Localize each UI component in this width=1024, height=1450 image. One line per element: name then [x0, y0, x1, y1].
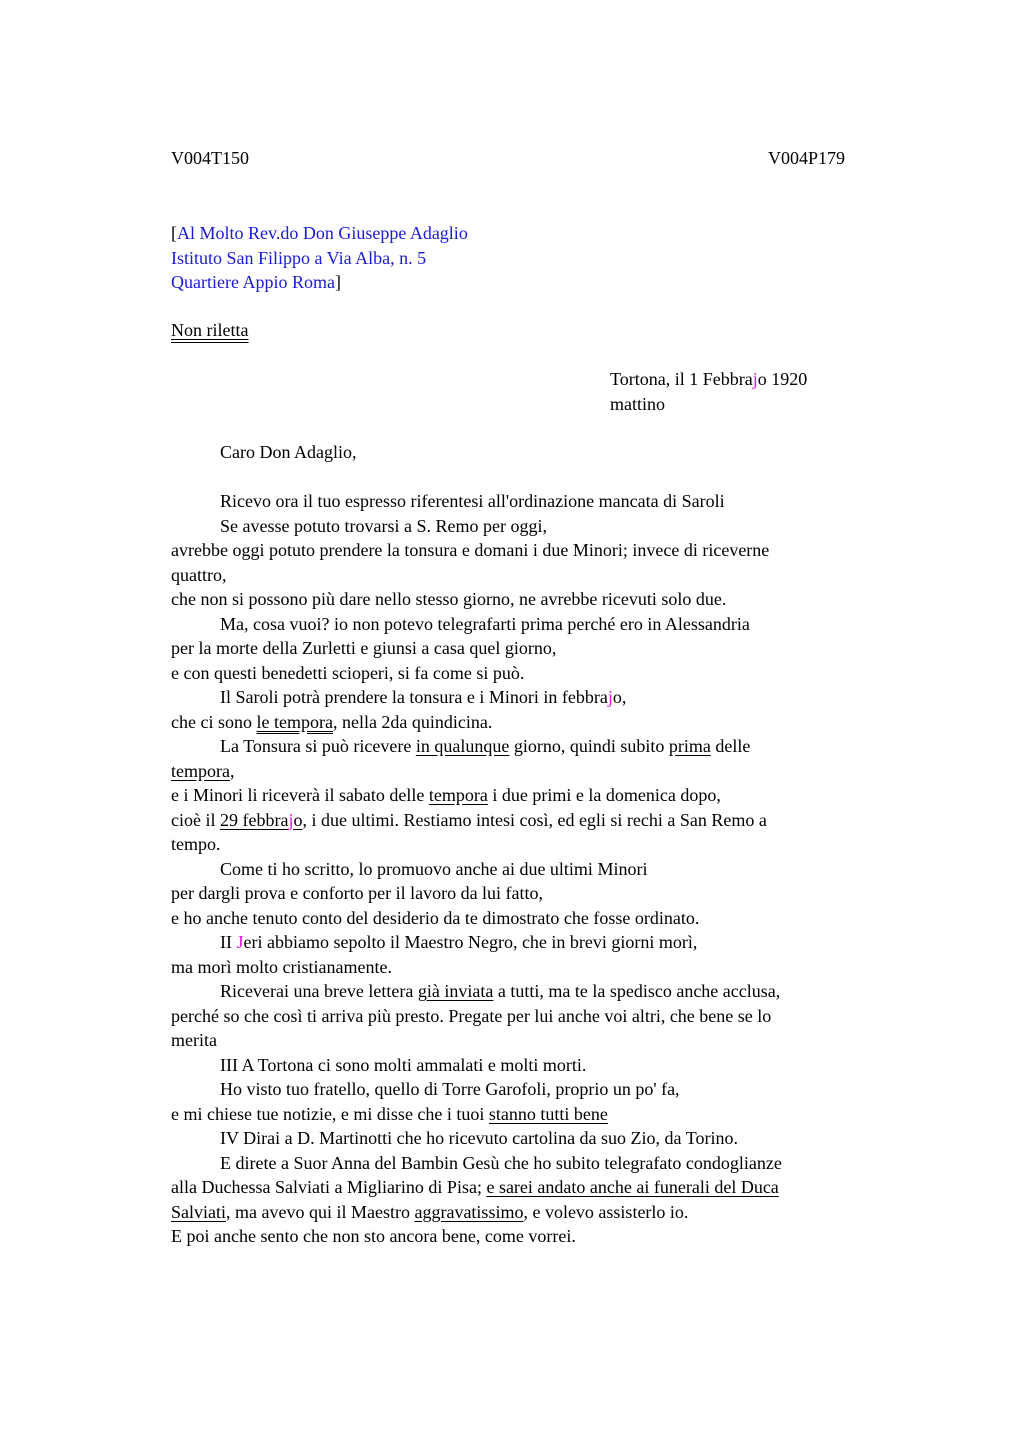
- text-line: IV Dirai a D. Martinotti che ho ricevuto cartolina da suo Zio, da Torino.: [220, 1128, 738, 1148]
- letter-body: [171, 440, 871, 1249]
- text-line: III A Tortona ci sono molti ammalati e molti morti.: [220, 1054, 587, 1075]
- text-line: Ma, cosa vuoi? io non potevo telegrafarti prima perché ero in Alessandria: [220, 613, 750, 634]
- text-line: Ho visto tuo fratello, quello di Torre Garofoli, proprio un po' fa,: [220, 1079, 680, 1099]
- text-line: quattro,: [171, 564, 227, 585]
- right-code: V004P179: [767, 148, 845, 168]
- text-line: E poi anche sento che non sto ancora bene, come vorrei.: [171, 1226, 576, 1246]
- text-line: per la morte della Zurletti e giunsi a casa quel giorno,: [171, 638, 557, 658]
- salutation: Caro Don Adaglio,: [220, 442, 357, 462]
- time-of-day: mattino: [610, 394, 665, 414]
- text-line: per dargli prova e conforto per il lavoro da lui fatto,: [171, 883, 544, 903]
- text-line: e con questi benedetti scioperi, si fa come si può.: [171, 662, 525, 683]
- address-line-3: Quartiere Appio Roma]: [171, 272, 341, 292]
- text-line: Il Saroli potrà prendere la tonsura e i Minori in febbrajo,: [220, 687, 627, 707]
- text-line: Ricevo ora il tuo espresso riferentesi all'ordinazione mancata di Saroli: [220, 491, 725, 511]
- text-line: ma morì molto cristianamente.: [171, 956, 392, 977]
- text-line: e mi chiese tue notizie, e mi disse che i tuoi stanno tutti bene: [171, 1103, 608, 1124]
- text-line: tempo.: [171, 834, 221, 854]
- text-line: Se avesse potuto trovarsi a S. Remo per oggi,: [220, 515, 547, 536]
- date-block: [610, 367, 807, 417]
- text-line: Come ti ho scritto, lo promuovo anche ai due ultimi Minori: [220, 858, 648, 879]
- text-line: tempora,: [171, 760, 235, 781]
- text-line: perché so che così ti arriva più presto. Pregate per lui anche voi altri, che bene se lo: [171, 1005, 772, 1026]
- text-line: Riceverai una breve lettera già inviata a tutti, ma te la spedisco anche acclusa,: [220, 981, 781, 1001]
- text-line: che ci sono le tempora, nella 2da quindicina.: [171, 711, 493, 732]
- text-line: e ho anche tenuto conto del desiderio da te dimostrato che fosse ordinato.: [171, 907, 700, 928]
- text-line: avrebbe oggi potuto prendere la tonsura e domani i due Minori; invece di riceverne: [171, 540, 770, 560]
- text-line: cioè il 29 febbrajo, i due ultimi. Restiamo intesi così, ed egli si rechi a San Remo a: [171, 809, 767, 830]
- left-code: V004T150: [171, 148, 249, 168]
- text-line: e i Minori li riceverà il sabato delle tempora i due primi e la domenica dopo,: [171, 785, 721, 805]
- address-line-2: Istituto San Filippo a Via Alba, n. 5: [171, 247, 427, 268]
- text-line: che non si possono più dare nello stesso giorno, ne avrebbe ricevuti solo due.: [171, 589, 727, 609]
- address-line-1: [Al Molto Rev.do Don Giuseppe Adaglio: [171, 223, 468, 243]
- text-line: alla Duchessa Salviati a Migliarino di Pisa; e sarei andato anche ai funerali del Duca: [171, 1177, 779, 1197]
- text-line: Salviati, ma avevo qui il Maestro aggravatissimo, e volevo assisterlo io.: [171, 1201, 689, 1222]
- text-line: merita: [171, 1030, 217, 1050]
- document-header: [171, 146, 845, 170]
- text-line: II Jeri abbiamo sepolto il Maestro Negro, che in brevi giorni morì,: [220, 932, 698, 952]
- address-block: [171, 221, 468, 295]
- date-line: Tortona, il 1 Febbrajo 1920: [610, 369, 808, 389]
- text-line: E direte a Suor Anna del Bambin Gesù che ho subito telegrafato condoglianze: [220, 1152, 782, 1173]
- text-line: La Tonsura si può ricevere in qualunque giorno, quindi subito prima delle: [220, 736, 751, 756]
- not-reread-note: Non riletta: [171, 320, 249, 340]
